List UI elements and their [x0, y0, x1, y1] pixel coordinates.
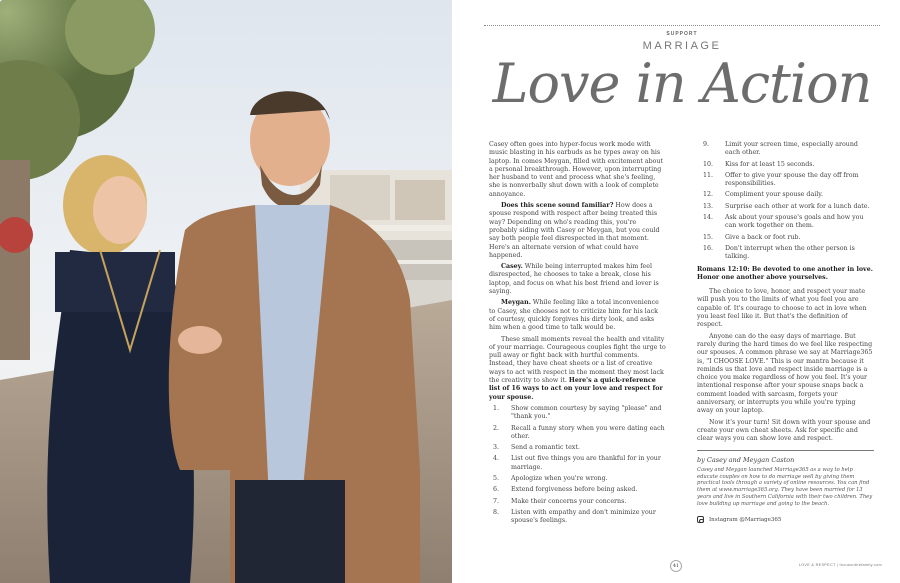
- list-text: Compliment your spouse daily.: [725, 191, 823, 199]
- list-item: [697, 234, 874, 242]
- list-item: [697, 172, 874, 189]
- byline: by Casey and Meygan Caston: [697, 455, 795, 464]
- list-item: [489, 455, 666, 472]
- header-kicker: SUPPORT: [662, 31, 701, 37]
- list-text: Listen with empathy and don't minimize your spouse's feelings.: [511, 508, 656, 525]
- section-name: MARRIAGE: [642, 40, 722, 52]
- paragraph-2: [489, 202, 666, 260]
- list-text: List out five things you are thankful for in your marriage.: [511, 455, 661, 471]
- list-item: [697, 191, 874, 199]
- author-bio: Casey and Meygan launched Marriage365 as a way to help educate couples on how to do marriage well by giving them practical tools through a variety of online resources. You can find them at www.marriage365.org. They have been married for 13 years and live in Southern California with their two children. They love building up marriage and going to the beach.: [697, 466, 873, 507]
- instagram-icon: [697, 516, 704, 523]
- list-item: [697, 141, 874, 158]
- list-item: [489, 498, 666, 506]
- list-number: 9.: [703, 141, 710, 148]
- list-number: 5.: [493, 474, 500, 482]
- article-title: Love in Action: [492, 52, 872, 115]
- list-number: 6.: [493, 486, 500, 494]
- page-footer: LOVE & RESPECT | focusonthefamily.com: [798, 563, 882, 567]
- list-item: [489, 425, 666, 442]
- paragraph-2-body: How does a spouse respond with respect after being treated this way? Depending on who's reading this, you're probably siding with Casey or Meygan, but you could say both people feel disrespected in that moment. Here's an alternate version of what could have happened.: [489, 202, 660, 259]
- list-text: Show common courtesy by saying "please" and "thank you.": [511, 404, 662, 421]
- paragraph-your-turn: Now it's your turn! Sit down with your spouse and create your own cheat sheets. Ask for specific and clear ways you can show love and respect.: [697, 418, 871, 443]
- list-number: 15.: [703, 233, 714, 241]
- list-number: 14.: [703, 214, 714, 222]
- page-header: [484, 18, 880, 52]
- list-item: [697, 214, 874, 231]
- list-number: 10.: [703, 160, 714, 168]
- scripture-verse: Romans 12:10: Be devoted to one another in love. Honor one another above yourselves.: [697, 265, 873, 281]
- list-number: 4.: [493, 455, 500, 463]
- list-text: Send a romantic text.: [511, 444, 580, 452]
- list-text: Extend forgiveness before being asked.: [511, 486, 638, 494]
- list-item: [697, 203, 874, 211]
- paragraph-casey: [489, 263, 666, 296]
- page-number: 41: [670, 560, 682, 572]
- list-item: [489, 444, 666, 452]
- left-column: [489, 141, 666, 528]
- paragraph-5-bold: Here's a quick-reference list of 16 ways to act on your love and respect for your spouse.: [489, 377, 663, 401]
- list-number: 11.: [703, 171, 714, 179]
- list-number: 7.: [493, 497, 500, 505]
- list-item: [489, 405, 666, 422]
- header-dotted-rule: [484, 25, 880, 26]
- list-text: Make their concerns your concerns.: [511, 497, 627, 505]
- intro-paragraph: Casey often goes into hyper-focus work mode with music blasting in his earbuds as he types away on his laptop. In comes Meygan, filled with excitement about a personal breakthrough. However, upon interrupting her husband to vent and process what she's feeling, she is nonverbally shut down with a look of complete annoyance.: [489, 141, 664, 198]
- paragraph-choice: The choice to love, honor, and respect your mate will push you to the limits of what you feel you are capable of. It's courage to choose to act in love when you least feel like it. But that's the definition of respect.: [697, 288, 867, 329]
- byline-divider: [697, 450, 874, 451]
- list-number: 2.: [493, 424, 500, 432]
- instagram-handle: Instagram @Marriage365: [709, 516, 782, 523]
- right-column: [697, 141, 874, 524]
- list-number: 16.: [703, 244, 714, 252]
- list-text: Kiss for at least 15 seconds.: [725, 160, 815, 168]
- list-number: 3.: [493, 444, 500, 452]
- list-text: Apologize when you're wrong.: [511, 474, 608, 482]
- list-text: Ask about your spouse's goals and how you can work together on them.: [725, 214, 864, 230]
- list-number: 8.: [493, 508, 500, 516]
- list-item: [489, 509, 666, 526]
- paragraph-5-body: These small moments reveal the health and vitality of your marriage. Courageous couples fight the urge to pull away or fight back with hurtful comments. Instead, they have cheat sheets or a list of creative ways to act with respect in the moment they most lack the creativity to show it.: [489, 335, 666, 385]
- paragraph-5: [489, 336, 666, 402]
- paragraph-meygan-lead: Meygan.: [501, 299, 531, 307]
- instagram-link[interactable]: [697, 516, 874, 524]
- paragraph-easy-days: Anyone can do the easy days of marriage. But rarely during the hard times do we feel like respecting our spouses. A common phrase we say at Marriage365 is, "I CHOOSE LOVE." This is our mantra because it reminds us that love and respect inside marriage is a choice you make regardless of how you feel. It's your intentional response after your spouse snaps back a comment loaded with sarcasm, forgets your anniversary, or interrupts you while you're typing away on your laptop.: [697, 332, 873, 415]
- paragraph-casey-body: While being interrupted makes him feel disrespected, he chooses to take a break, close his laptop, and focus on what his best friend and lover is saying.: [489, 263, 659, 296]
- list-text: Don't interrupt when the other person is talking.: [725, 244, 855, 261]
- list-text: Give a back or foot rub.: [725, 233, 801, 241]
- paragraph-2-lead: Does this scene sound familiar?: [501, 202, 614, 210]
- list-number: 12.: [703, 191, 714, 199]
- tips-list-right: [697, 141, 874, 262]
- paragraph-meygan-body: While feeling like a total inconvenience to Casey, she chooses not to criticize him for his lack of courtesy, quickly forgives his dirty look, and asks him when a good time to talk would be.: [489, 299, 659, 332]
- paragraph-casey-lead: Casey.: [501, 263, 523, 271]
- list-text: Limit your screen time, especially around each other.: [725, 141, 858, 157]
- list-text: Offer to give your spouse the day off from responsibilities.: [725, 171, 859, 188]
- list-item: [489, 475, 666, 483]
- list-item: [697, 245, 874, 262]
- tips-list-left: [489, 405, 666, 526]
- list-number: 13.: [703, 202, 714, 210]
- list-text: Surprise each other at work for a lunch date.: [725, 202, 870, 210]
- list-number: 1.: [493, 404, 500, 412]
- list-text: Recall a funny story when you were dating each other.: [511, 424, 665, 440]
- list-item: [489, 486, 666, 494]
- paragraph-meygan: [489, 299, 666, 332]
- article-page: [452, 0, 900, 583]
- list-item: [697, 161, 874, 169]
